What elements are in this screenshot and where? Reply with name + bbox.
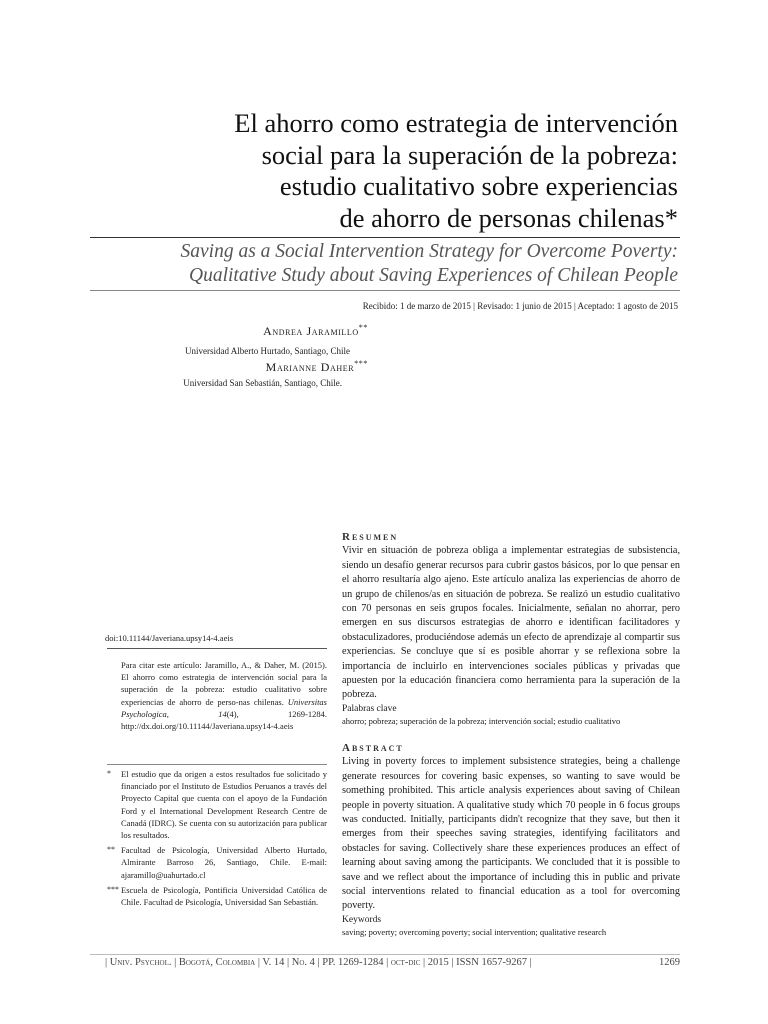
author-2-name: Marianne Daher <box>265 360 355 374</box>
subtitle-line-2: Qualitative Study about Saving Experiences of Chilean People <box>188 265 678 286</box>
resumen-heading: Resumen <box>342 531 399 543</box>
article-title <box>118 108 678 234</box>
author-2 <box>266 359 368 375</box>
footnote-1-text: El estudio que da origen a estos resultados fue solicitado y financiado por el Instituto de Estudios Peruanos a través del Proyecto Capital que cuenta con el apoyo de la Fundación Ford y el International Development Research Centre de Canadá (IDRC). Se cuenta con su autorización para publicar los resultados. <box>121 769 327 841</box>
author-2-affiliation: Universidad San Sebastián, Santiago, Chile. <box>183 378 342 388</box>
citation-text-after: (4), 1269-1284. http://dx.doi.org/10.11144/Javeriana.upsy14-4.aeis <box>121 708 327 732</box>
footnote-3-text: Escuela de Psicología, Pontificia Universidad Católica de Chile. Facultad de Psicología, Universidad San Sebastián. <box>121 884 327 908</box>
title-divider <box>90 237 680 238</box>
title-line-3: estudio cualitativo sobre experiencias <box>279 171 678 201</box>
subtitle-line-1: Saving as a Social Intervention Strategy for Overcome Poverty: <box>180 241 678 262</box>
keywords-label: Keywords <box>342 914 382 925</box>
citation-box <box>107 648 327 732</box>
author-2-marks: *** <box>354 359 368 368</box>
author-1-marks: ** <box>358 323 368 332</box>
footnote-1-mark: * <box>107 769 111 778</box>
footnote-1 <box>107 768 327 841</box>
footnotes <box>107 768 327 911</box>
abstract-section <box>342 741 680 938</box>
palabras-clave-label: Palabras clave <box>342 703 397 714</box>
footnote-divider <box>107 764 327 765</box>
citation-text-before: Para citar este artículo: Jaramillo, A., & Daher, M. (2015). El ahorro como estrategia de intervención social para la superación de la pobreza: estudio cualitativo sobre experiencias de ahorro de perso-nas chilenas. <box>121 660 327 707</box>
abstract-body: Living in poverty forces to implement subsistence strategies, being a challenge generate resources for covering basic expenses, so wanting to save would be something prohibited. This article analysis experiences about saving of Chilean people in poverty situation. A qualitative study which 70 people in 6 focus groups was conducted. Initially, participants didn't recognize that they save, but then it emerges from their speeches saving strategies, identifying facilitators and obstacles for saving. Collectively share these experiences produces an effect of learning about saving among the participants. We concluded that it is possible to save and we reflect about the importance of including this in public and private social interventions related to financial education as a tool for overcoming poverty. <box>342 756 680 912</box>
footnote-2 <box>107 844 327 881</box>
citation-journal: Universitas Psychologica, 14 <box>121 696 327 719</box>
author-1-name: Andrea Jaramillo <box>263 324 359 338</box>
footer-divider <box>90 954 680 955</box>
doi-link[interactable]: doi:10.11144/Javeriana.upsy14-4.aeis <box>105 633 234 643</box>
resumen-body: Vivir en situación de pobreza obliga a implementar estrategias de subsistencia, siendo un desafío generar recursos para cubrir gastos básicos, por lo que pensar en el ahorro resultaría algo ajeno. Este artículo analiza las experiencias de ahorro de un grupo de chilenos/as en situación de pobreza. Se realizó un estudio cualitativo con 70 personas en seis grupos focales. Inicialmente, señalan no ahorrar, pero emergen en sus discursos estrategias de ahorro e identifican facilitadores y obstaculizadores, produciéndose además un efecto de aprendizaje al compartir sus experiencias. Se concluye que sí es posible ahorrar y se reflexiona sobre la importancia de incluirlo en intervenciones sociales públicas y privadas que apuesten por la educación financiera como herramienta para la superación de la pobreza. <box>342 545 680 701</box>
citation-text <box>107 659 327 732</box>
keywords-list: saving; poverty; overcoming poverty; social intervention; qualitative research <box>342 926 607 937</box>
footnote-3-mark: *** <box>107 884 119 894</box>
page-number: 1269 <box>659 957 680 968</box>
subtitle-divider <box>90 290 680 291</box>
author-1 <box>263 323 368 339</box>
title-line-4: de ahorro de personas chilenas* <box>339 202 678 233</box>
title-line-1: El ahorro como estrategia de intervención <box>234 108 678 138</box>
footnote-2-mark: ** <box>107 845 115 855</box>
footnote-2-text: Facultad de Psicología, Universidad Alberto Hurtado, Almirante Barroso 26, Santiago, Chile. E-mail: ajaramillo@uahurtado.cl <box>121 845 327 880</box>
title-line-2: social para la superación de la pobreza: <box>261 139 678 170</box>
submission-dates: Recibido: 1 de marzo de 2015 | Revisado: 1 junio de 2015 | Aceptado: 1 agosto de 2015 <box>362 301 678 311</box>
resumen-section <box>342 530 680 727</box>
abstract-heading: Abstract <box>342 742 404 754</box>
palabras-clave-list: ahorro; pobreza; superación de la pobreza; intervención social; estudio cualitativo <box>342 715 621 726</box>
english-title <box>78 240 678 288</box>
journal-footer: | Univ. Psychol. | Bogotá, Colombia | V. 14 | No. 4 | PP. 1269-1284 | oct-dic | 2015 | ISSN 1657-9267 | <box>105 957 532 968</box>
author-1-affiliation: Universidad Alberto Hurtado, Santiago, Chile <box>185 346 350 356</box>
footnote-3 <box>107 884 327 908</box>
